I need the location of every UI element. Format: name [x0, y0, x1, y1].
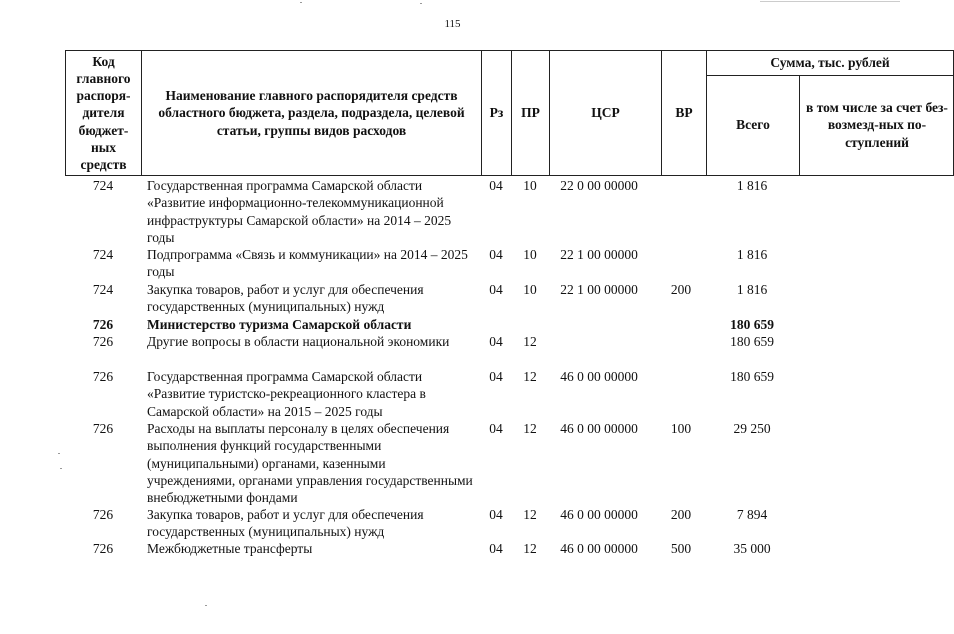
row-csr: 46 0 00 00000	[560, 507, 638, 522]
header-rz: Рз	[481, 50, 511, 176]
row-code: 726	[92, 369, 114, 384]
row-pr: 12	[523, 369, 537, 384]
row-rz: 04	[489, 541, 503, 556]
row-name: Министерство туризма Самарской области	[147, 317, 412, 332]
row-code: 724	[92, 247, 114, 262]
header-including: в том числе за счет без-возмезд-ных по-ступлений	[799, 75, 954, 175]
row-total: 1 816	[736, 282, 768, 297]
scan-speck	[60, 468, 62, 469]
row-name: Государственная программа Самарской области «Развитие информационно-телекоммуникационной инфраструктуры Самарской области» на 2014 – 2025 годы	[147, 178, 452, 245]
header-csr: ЦСР	[549, 50, 661, 176]
row-name: Другие вопросы в области национальной экономики	[147, 334, 450, 349]
row-csr: 46 0 00 00000	[560, 541, 638, 556]
row-name: Расходы на выплаты персоналу в целях обеспечения выполнения функций государственными (муниципальными) органами, казенными учреждениями, органами управления государственными внебюджетными фондами	[147, 421, 473, 506]
row-pr: 12	[523, 507, 537, 522]
row-total: 180 659	[730, 317, 774, 332]
row-rz: 04	[489, 421, 503, 436]
row-csr: 46 0 00 00000	[560, 421, 638, 436]
row-csr: 22 1 00 00000	[560, 282, 638, 297]
row-name: Государственная программа Самарской области «Развитие туристско-рекреационного кластера в Самарской области» на 2015 – 2025 годы	[147, 369, 426, 419]
row-csr: 22 1 00 00000	[560, 247, 638, 262]
row-rz: 04	[489, 334, 503, 349]
header-total: Всего	[736, 117, 770, 132]
row-total: 180 659	[730, 334, 774, 349]
row-pr: 12	[523, 541, 537, 556]
row-vr: 500	[670, 541, 692, 556]
row-total: 29 250	[733, 421, 771, 436]
row-total: 1 816	[736, 247, 768, 262]
row-total: 180 659	[730, 369, 774, 384]
header-sum-group	[706, 50, 954, 176]
row-rz: 04	[489, 247, 503, 262]
row-rz: 04	[489, 369, 503, 384]
row-pr: 10	[523, 247, 537, 262]
row-code: 724	[92, 282, 114, 297]
row-pr: 12	[523, 421, 537, 436]
header-code: Код главного распоря-дителя бюджет-ных средств	[65, 50, 141, 176]
row-total: 1 816	[736, 178, 768, 193]
row-pr: 12	[523, 334, 537, 349]
row-vr: 200	[670, 507, 692, 522]
scan-speck	[760, 1, 900, 2]
scan-speck	[205, 605, 207, 606]
header-pr: ПР	[511, 50, 549, 176]
header-sum-title: Сумма, тыс. рублей	[707, 51, 953, 76]
scan-speck	[300, 2, 302, 3]
row-code: 726	[92, 421, 114, 436]
row-rz: 04	[489, 282, 503, 297]
header-name: Наименование главного распорядителя средств областного бюджета, раздела, подраздела, целевой статьи, группы видов расходов	[141, 50, 481, 176]
row-total: 35 000	[733, 541, 771, 556]
row-csr: 46 0 00 00000	[560, 369, 638, 384]
scan-speck	[58, 453, 60, 454]
row-code: 726	[92, 507, 114, 522]
row-name: Межбюджетные трансферты	[147, 541, 313, 556]
row-rz: 04	[489, 178, 503, 193]
row-vr: 100	[670, 421, 692, 436]
scan-speck	[420, 3, 422, 4]
row-pr: 10	[523, 282, 537, 297]
row-name: Закупка товаров, работ и услуг для обеспечения государственных (муниципальных) нужд	[147, 507, 424, 540]
row-code: 724	[92, 178, 114, 193]
row-rz: 04	[489, 507, 503, 522]
row-code: 726	[92, 317, 114, 332]
row-total: 7 894	[736, 507, 768, 522]
header-vr: ВР	[661, 50, 706, 176]
row-name: Подпрограмма «Связь и коммуникации» на 2014 – 2025 годы	[147, 247, 468, 280]
row-code: 726	[92, 334, 114, 349]
row-code: 726	[92, 541, 114, 556]
row-name: Закупка товаров, работ и услуг для обеспечения государственных (муниципальных) нужд	[147, 282, 424, 315]
row-csr: 22 0 00 00000	[560, 178, 638, 193]
row-pr: 10	[523, 178, 537, 193]
page-number: 115	[444, 18, 461, 30]
row-vr: 200	[670, 282, 692, 297]
